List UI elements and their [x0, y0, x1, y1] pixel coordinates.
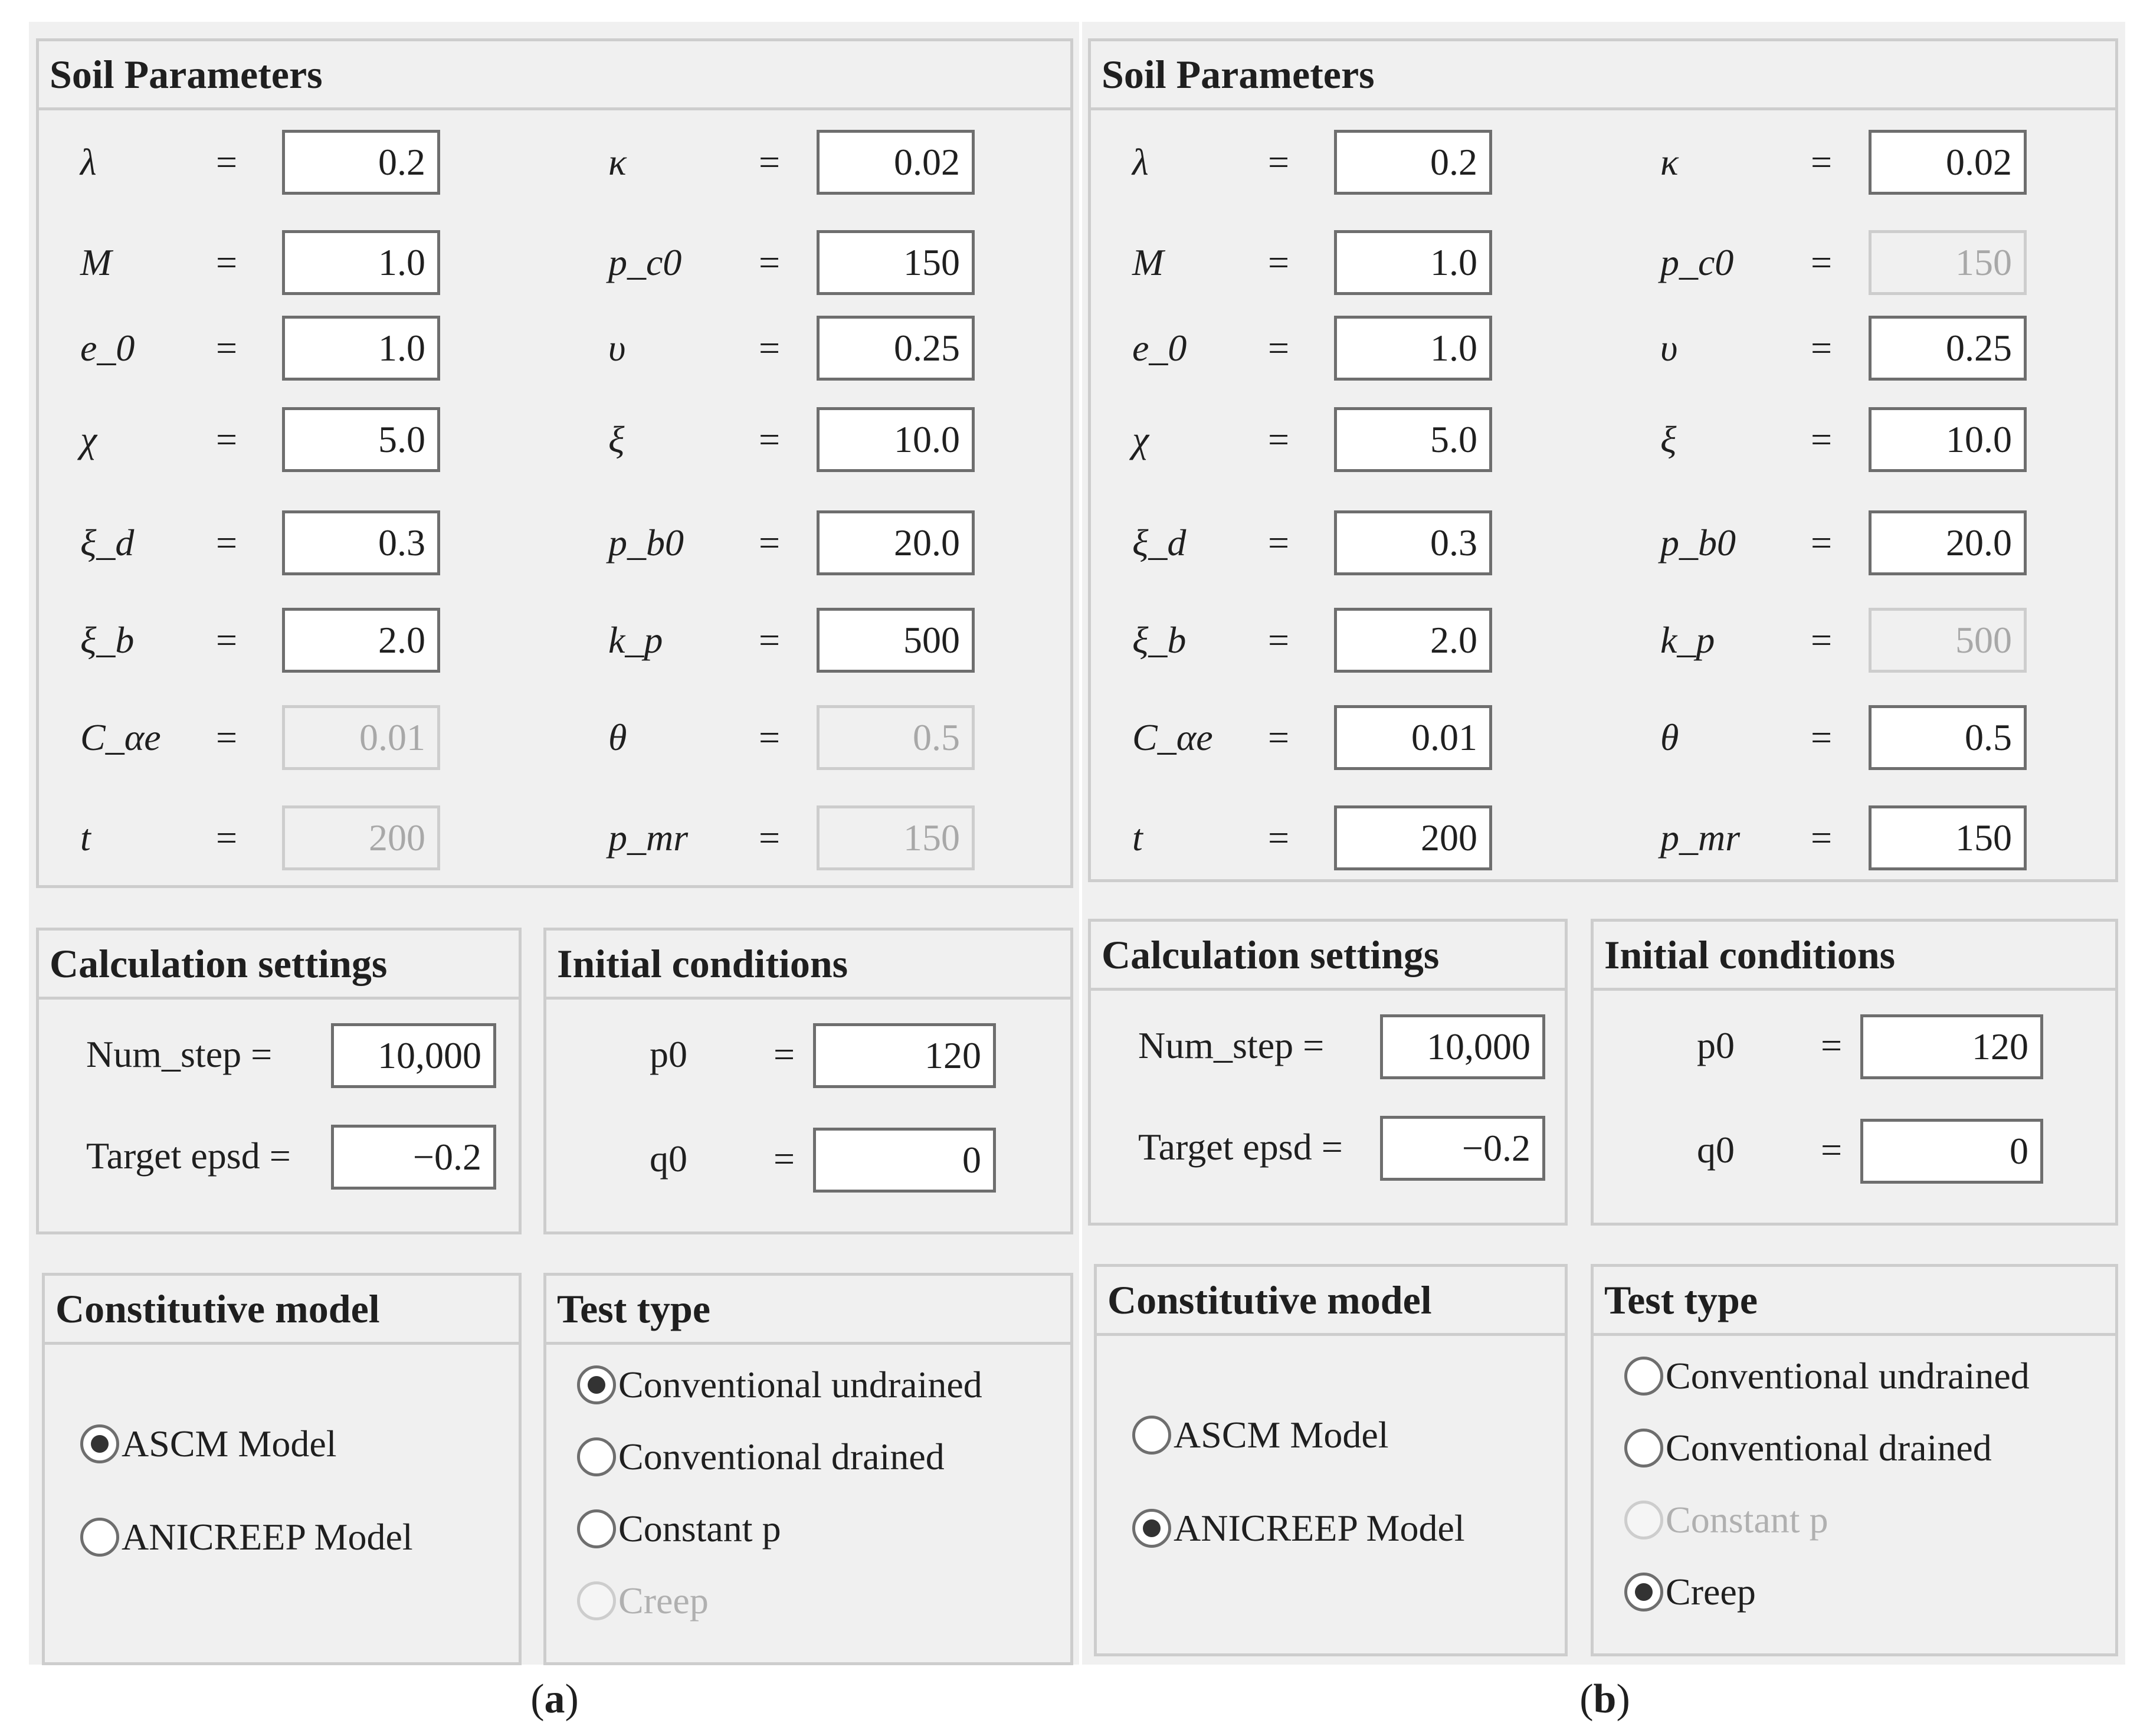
equals-sign: =: [759, 716, 781, 758]
param-label-lambda: λ: [1132, 141, 1149, 183]
equals-sign: =: [759, 327, 781, 369]
equals-sign: =: [1811, 716, 1833, 758]
equals-sign: =: [759, 141, 781, 183]
radio-dot-icon: [1635, 1583, 1653, 1601]
param-label-p-c0: p_c0: [1660, 241, 1734, 283]
radio-label: Creep: [618, 1580, 709, 1622]
constitutive-model-section: [1094, 1264, 1568, 1656]
param-label-xi-d: ξ_d: [80, 522, 135, 564]
radio-label: ASCM Model: [122, 1423, 337, 1465]
target-epsd-label: Target epsd =: [1138, 1126, 1343, 1168]
radio-label: Conventional drained: [618, 1436, 945, 1478]
radio-label: ANICREEP Model: [122, 1516, 413, 1558]
param-label-chi: χ: [80, 418, 97, 460]
section-title: Calculation settings: [39, 931, 519, 1000]
param-label-t: t: [1132, 817, 1143, 859]
p0-label: p0: [1697, 1024, 1735, 1066]
calculation-settings-section: [36, 928, 522, 1234]
section-title: Initial conditions: [1594, 922, 2115, 991]
param-input-t[interactable]: [1334, 805, 1492, 870]
radio-checked-icon[interactable]: [1624, 1573, 1663, 1611]
soil-parameters-section: [1088, 38, 2118, 882]
radio-label: Conventional drained: [1666, 1427, 1992, 1469]
equals-sign: =: [1811, 418, 1833, 460]
param-input-upsilon[interactable]: [1869, 316, 2027, 381]
param-label-xi-b: ξ_b: [80, 619, 135, 661]
caption-letter: b: [1593, 1676, 1617, 1722]
param-input-kappa[interactable]: [817, 130, 975, 195]
q0-input[interactable]: [813, 1128, 996, 1193]
section-title: Constitutive model: [1097, 1267, 1565, 1336]
param-label-chi: χ: [1132, 418, 1149, 460]
radio-label: ANICREEP Model: [1174, 1507, 1465, 1549]
equals-sign: =: [1268, 817, 1290, 859]
num-step-input[interactable]: [1380, 1014, 1545, 1079]
num-step-label: Num_step =: [1138, 1024, 1325, 1066]
test-option-creep[interactable]: [1624, 1565, 1756, 1619]
param-label-lambda: λ: [80, 141, 97, 183]
equals-sign: =: [1811, 619, 1833, 661]
test-option-creep: [577, 1574, 709, 1627]
radio-dot-icon: [91, 1435, 109, 1453]
param-input-kappa[interactable]: [1869, 130, 2027, 195]
equals-sign: =: [1811, 522, 1833, 564]
equals-sign: =: [1268, 141, 1290, 183]
radio-unchecked-icon[interactable]: [1132, 1416, 1171, 1455]
param-input-upsilon[interactable]: [817, 316, 975, 381]
equals-sign: =: [216, 716, 238, 758]
param-label-theta: θ: [1660, 716, 1679, 758]
param-input-c-alphae[interactable]: [1334, 705, 1492, 770]
num-step-input[interactable]: [331, 1023, 496, 1088]
param-label-k-p: k_p: [1660, 619, 1715, 661]
radio-checked-icon[interactable]: [577, 1365, 616, 1404]
target-epsd-input[interactable]: [331, 1125, 496, 1190]
caption-b: (b): [1579, 1676, 1630, 1722]
section-title: Calculation settings: [1091, 922, 1565, 991]
equals-sign: =: [216, 241, 238, 283]
equals-sign: =: [759, 241, 781, 283]
model-option-ascm-model[interactable]: [1132, 1409, 1389, 1462]
initial-conditions-section: [543, 928, 1073, 1234]
param-label-xi: ξ: [608, 418, 625, 460]
section-title: Initial conditions: [546, 931, 1070, 1000]
radio-label: Constant p: [618, 1508, 781, 1550]
param-label-p-b0: p_b0: [608, 522, 684, 564]
radio-unchecked-icon: [1624, 1501, 1663, 1540]
param-label-xi-d: ξ_d: [1132, 522, 1187, 564]
radio-checked-icon[interactable]: [80, 1424, 119, 1463]
param-label-m: M: [80, 241, 112, 283]
param-label-upsilon: υ: [1660, 327, 1678, 369]
radio-label: Creep: [1666, 1571, 1756, 1613]
param-input-p-b0[interactable]: [1869, 510, 2027, 575]
equals-sign: =: [1821, 1129, 1843, 1171]
section-title: Soil Parameters: [39, 41, 1070, 110]
param-input-p-c0[interactable]: [817, 230, 975, 295]
param-input-p-c0: [1869, 230, 2027, 295]
param-input-chi[interactable]: [282, 407, 440, 472]
equals-sign: =: [759, 619, 781, 661]
param-input-p-b0[interactable]: [817, 510, 975, 575]
param-label-e-0: e_0: [80, 327, 135, 369]
equals-sign: =: [1811, 327, 1833, 369]
model-option-anicreep-model[interactable]: [1132, 1502, 1465, 1555]
p0-input[interactable]: [813, 1023, 996, 1088]
radio-dot-icon: [1143, 1519, 1161, 1537]
model-option-anicreep-model[interactable]: [80, 1511, 413, 1564]
test-option-constant-p[interactable]: [577, 1502, 781, 1555]
equals-sign: =: [1811, 817, 1833, 859]
q0-input[interactable]: [1860, 1119, 2043, 1184]
equals-sign: =: [216, 817, 238, 859]
equals-sign: =: [1268, 241, 1290, 283]
test-option-conventional-drained[interactable]: [1624, 1421, 1992, 1475]
param-input-c-alphae: [282, 705, 440, 770]
param-input-p-mr: [817, 805, 975, 870]
equals-sign: =: [1268, 619, 1290, 661]
param-label-theta: θ: [608, 716, 627, 758]
radio-label: Conventional undrained: [618, 1364, 982, 1406]
equals-sign: =: [1268, 522, 1290, 564]
num-step-label: Num_step =: [86, 1033, 273, 1075]
test-type-section: [543, 1273, 1073, 1665]
soil-parameters-section: [36, 38, 1073, 888]
section-title: Test type: [546, 1276, 1070, 1345]
radio-unchecked-icon[interactable]: [1624, 1357, 1663, 1396]
caption-letter: a: [544, 1676, 565, 1722]
p0-label: p0: [650, 1033, 687, 1075]
radio-unchecked-icon[interactable]: [80, 1518, 119, 1557]
radio-unchecked-icon[interactable]: [577, 1437, 616, 1476]
test-option-conventional-undrained[interactable]: [577, 1358, 982, 1411]
param-label-p-mr: p_mr: [1660, 817, 1741, 859]
param-input-m[interactable]: [1334, 230, 1492, 295]
initial-conditions-section: [1591, 919, 2118, 1226]
param-label-upsilon: υ: [608, 327, 626, 369]
param-input-lambda[interactable]: [282, 130, 440, 195]
caption-a: (a): [530, 1676, 579, 1722]
param-input-k-p[interactable]: [817, 608, 975, 673]
param-input-p-mr[interactable]: [1869, 805, 2027, 870]
param-input-xi-b[interactable]: [282, 608, 440, 673]
radio-checked-icon[interactable]: [1132, 1509, 1171, 1548]
param-label-e-0: e_0: [1132, 327, 1187, 369]
param-input-theta[interactable]: [1869, 705, 2027, 770]
radio-unchecked-icon: [577, 1581, 616, 1620]
equals-sign: =: [774, 1138, 795, 1180]
equals-sign: =: [1268, 418, 1290, 460]
radio-label: Constant p: [1666, 1499, 1828, 1541]
param-label-kappa: κ: [608, 141, 627, 183]
param-input-t: [282, 805, 440, 870]
calculation-settings-section: [1088, 919, 1568, 1226]
test-option-conventional-drained[interactable]: [577, 1430, 945, 1483]
param-label-p-c0: p_c0: [608, 241, 682, 283]
param-input-xi-b[interactable]: [1334, 608, 1492, 673]
equals-sign: =: [1268, 716, 1290, 758]
test-type-section: [1591, 1264, 2118, 1656]
param-input-xi[interactable]: [817, 407, 975, 472]
param-input-k-p: [1869, 608, 2027, 673]
param-label-xi: ξ: [1660, 418, 1677, 460]
param-label-kappa: κ: [1660, 141, 1679, 183]
target-epsd-label: Target epsd =: [86, 1135, 291, 1177]
param-input-xi-d[interactable]: [1334, 510, 1492, 575]
target-epsd-input[interactable]: [1380, 1116, 1545, 1181]
constitutive-model-section: [42, 1273, 522, 1665]
param-label-t: t: [80, 817, 91, 859]
equals-sign: =: [759, 817, 781, 859]
radio-unchecked-icon[interactable]: [1624, 1429, 1663, 1468]
equals-sign: =: [1821, 1024, 1843, 1066]
equals-sign: =: [216, 619, 238, 661]
param-input-xi[interactable]: [1869, 407, 2027, 472]
param-input-xi-d[interactable]: [282, 510, 440, 575]
equals-sign: =: [1811, 241, 1833, 283]
model-option-ascm-model[interactable]: [80, 1417, 337, 1470]
param-label-c-alphae: C_αe: [1132, 716, 1213, 758]
test-option-conventional-undrained[interactable]: [1624, 1350, 2030, 1403]
param-label-c-alphae: C_αe: [80, 716, 161, 758]
q0-label: q0: [650, 1138, 687, 1180]
equals-sign: =: [774, 1033, 795, 1075]
radio-label: Conventional undrained: [1666, 1355, 2030, 1397]
radio-label: ASCM Model: [1174, 1414, 1389, 1456]
section-title: Soil Parameters: [1091, 41, 2115, 110]
equals-sign: =: [216, 522, 238, 564]
param-input-m[interactable]: [282, 230, 440, 295]
param-input-lambda[interactable]: [1334, 130, 1492, 195]
radio-unchecked-icon[interactable]: [577, 1509, 616, 1548]
param-label-m: M: [1132, 241, 1164, 283]
section-title: Test type: [1594, 1267, 2115, 1336]
param-label-p-b0: p_b0: [1660, 522, 1736, 564]
radio-dot-icon: [588, 1376, 605, 1394]
p0-input[interactable]: [1860, 1014, 2043, 1079]
param-input-e-0[interactable]: [282, 316, 440, 381]
equals-sign: =: [759, 522, 781, 564]
param-label-p-mr: p_mr: [608, 817, 689, 859]
param-input-theta: [817, 705, 975, 770]
param-input-e-0[interactable]: [1334, 316, 1492, 381]
panel-b: [1082, 22, 2125, 1665]
section-title: Constitutive model: [45, 1276, 519, 1345]
equals-sign: =: [216, 418, 238, 460]
equals-sign: =: [1268, 327, 1290, 369]
equals-sign: =: [759, 418, 781, 460]
q0-label: q0: [1697, 1129, 1735, 1171]
param-label-k-p: k_p: [608, 619, 663, 661]
panel-a: [29, 22, 1079, 1665]
param-label-xi-b: ξ_b: [1132, 619, 1187, 661]
test-option-constant-p: [1624, 1493, 1828, 1547]
equals-sign: =: [216, 327, 238, 369]
param-input-chi[interactable]: [1334, 407, 1492, 472]
equals-sign: =: [1811, 141, 1833, 183]
equals-sign: =: [216, 141, 238, 183]
